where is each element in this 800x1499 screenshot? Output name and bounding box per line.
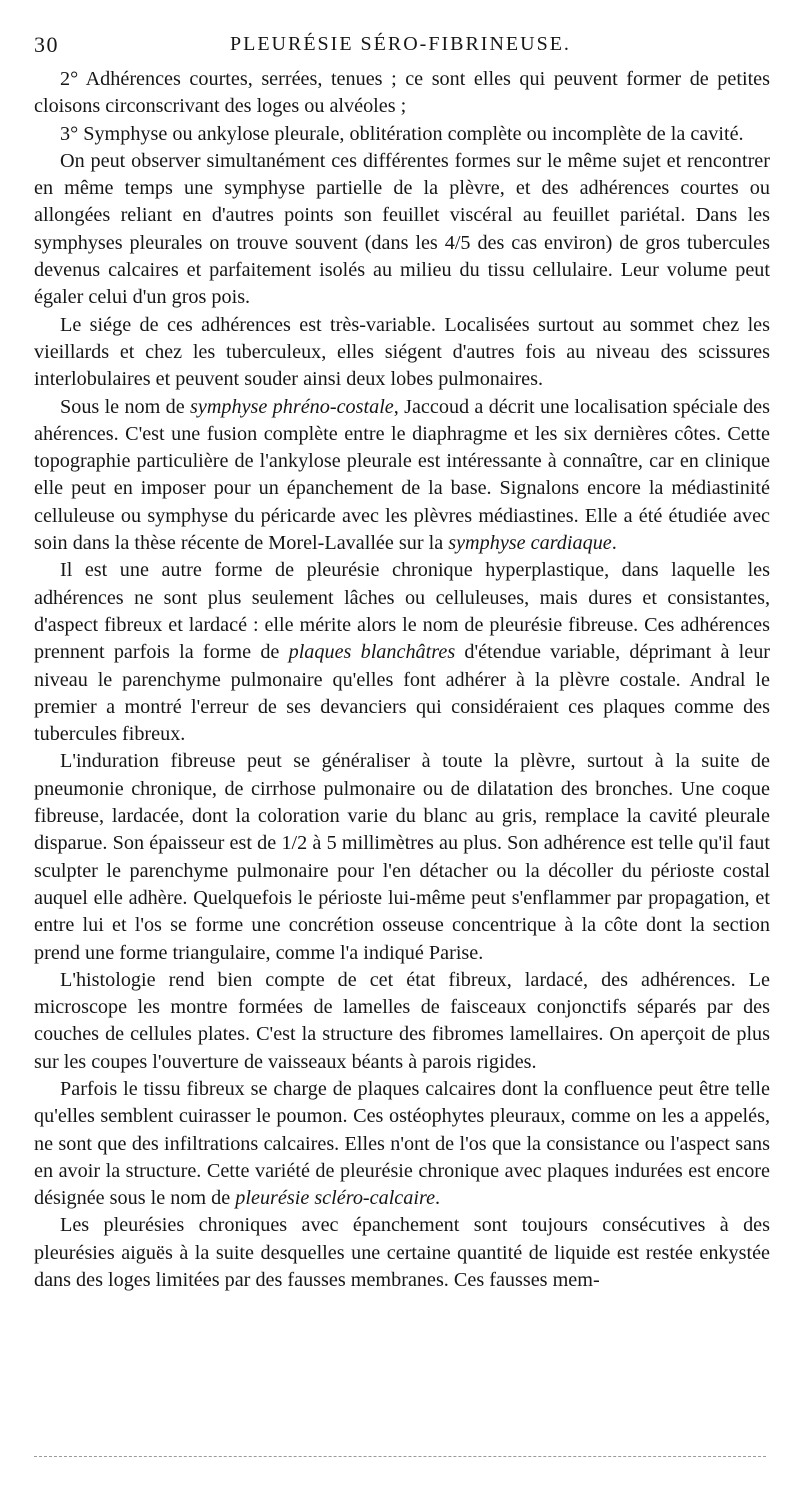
paragraph-text-part: Sous le nom de: [60, 395, 190, 418]
term-pleuresie-sclero-calcaire: pleurésie scléro-calcaire: [235, 1187, 436, 1210]
paragraph-text-part: d'étendue variable, déprimant à leur niveau le parenchyme pulmonaire qu'elles font adhérer à la plèvre costale. Andral le premier a montré l'erreur de ses devanciers qui considéraient ces plaques comme des tubercules fibreux.: [34, 641, 771, 746]
paragraph-induration-fibreuse: L'induration fibreuse peut se généraliser à toute la plèvre, surtout à la suite de pneumonie chronique, de cirrhose pulmonaire ou de dilatation des bronches. Une coque fibreuse, lardacée, dont la coloration varie du blanc au gris, remplace la cavité pleurale disparue. Son épaisseur est de 1/2 à 5 millimètres au plus. Son adhérence est telle qu'il faut sculpter le parenchyme pulmonaire pour l'en détacher ou la décoller du périoste costal auquel elle adhère. Quelquefois le périoste lui-même peut s'enflammer par propagation, et entre lui et l'os se forme une concrétion osseuse concentrique à la côte dont la section prend une forme triangulaire, comme l'a indiqué Parise.: [34, 750, 770, 964]
running-head: [34, 30, 770, 66]
paragraph-symphyse-pleurale: 3° Symphyse ou ankylose pleurale, oblitération complète ou incomplète de la cavité.: [60, 122, 744, 145]
term-plaques-blanchatres: plaques blanchâtres: [288, 641, 456, 664]
running-title: PLEURÉSIE SÉRO-FIBRINEUSE.: [230, 33, 571, 55]
paragraph-text-part: Il est une autre forme de pleurésie chronique hyperplastique, dans laquelle les adhérences ne sont plus seulement lâches ou celluleuses, mais dures et consistantes, d'aspect fibreux et lardacé : elle mérite alors le nom de pleurésie fibreuse. Ces adhérences prennent parfois la forme de: [34, 559, 770, 664]
paragraph-text-part: Parfois le tissu fibreux se charge de plaques calcaires dont la confluence peut être telle qu'elles semblent cuirasser le poumon. Ces ostéophytes pleuraux, comme on les a appelés, ne sont que des infiltrations calcaires. Elles n'ont de l'os que la consistance ou l'aspect sans en avoir la structure. Cette variété de pleurésie chronique avec plaques indurées est encore désignée sous le nom de: [34, 1077, 770, 1210]
paragraph-text-part: , Jaccoud a décrit une localisation spéciale des ahérences. C'est une fusion complète entre le diaphragme et les six dernières côtes. Cette topographie particulière de l'ankylose pleurale est intéressante à connaître, car en clinique elle peut en imposer pour un épanchement de la base. Signalons encore la médiastinité celluleuse ou symphyse du péricarde avec les plèvres médiastines. Elle a été étudiée avec soin dans la thèse récente de Morel-Lavallée sur la: [34, 395, 770, 555]
paragraph-adherences-courtes: 2° Adhérences courtes, serrées, tenues ; ce sont elles qui peuvent former de petites cloisons circonscrivant des loges ou alvéoles ;: [34, 68, 770, 118]
book-page: [34, 30, 770, 1294]
paragraph-plaques-calcaires: [34, 1076, 770, 1212]
term-symphyse-cardiaque: symphyse cardiaque: [448, 532, 612, 555]
paragraph-pleuresie-fibreuse: [34, 557, 770, 748]
paragraph-pleuresies-chroniques: Les pleurésies chroniques avec épanchement sont toujours consécutives à des pleurésies aiguës à la suite desquelles une certaine quantité de liquide est restée enkystée dans des loges limitées par des fausses membranes. Ces fausses mem-: [34, 1214, 770, 1292]
paragraph-formes-simultanees: On peut observer simultanément ces différentes formes sur le même sujet et rencontrer en même temps une symphyse partielle de la plèvre, et des adhérences courtes ou allongées reliant en d'autres points son feuillet viscéral au feuillet pariétal. Dans les symphyses pleurales on trouve souvent (dans les 4/5 des cas environ) de gros tubercules devenus calcaires et parfaitement isolés au milieu du tissu cellulaire. Leur volume peut égaler celui d'un gros pois.: [34, 149, 770, 309]
paragraph-histologie: L'histologie rend bien compte de cet état fibreux, lardacé, des adhérences. Le microscope les montre formées de lamelles de faisceaux conjonctifs séparés par des couches de cellules plates. C'est la structure des fibromes lamellaires. On aperçoit de plus sur les coupes l'ouverture de vaisseaux béants à parois rigides.: [34, 968, 770, 1073]
body-text: [34, 66, 770, 1294]
paragraph-siege-adherences: Le siége de ces adhérences est très-variable. Localisées surtout au sommet chez les vieillards et chez les tuberculeux, elles siégent d'autres fois au niveau des scissures interlobulaires et peuvent souder ainsi deux lobes pulmonaires.: [34, 313, 770, 391]
term-symphyse-phreno-costale: symphyse phréno-costale: [190, 395, 394, 418]
page-number: 30: [34, 32, 59, 57]
paragraph-symphyse-phreno-costale: [34, 394, 770, 558]
bottom-dashed-rule: [34, 1456, 766, 1457]
paragraph-text-part: .: [611, 532, 617, 555]
paragraph-text-part: .: [435, 1187, 441, 1210]
